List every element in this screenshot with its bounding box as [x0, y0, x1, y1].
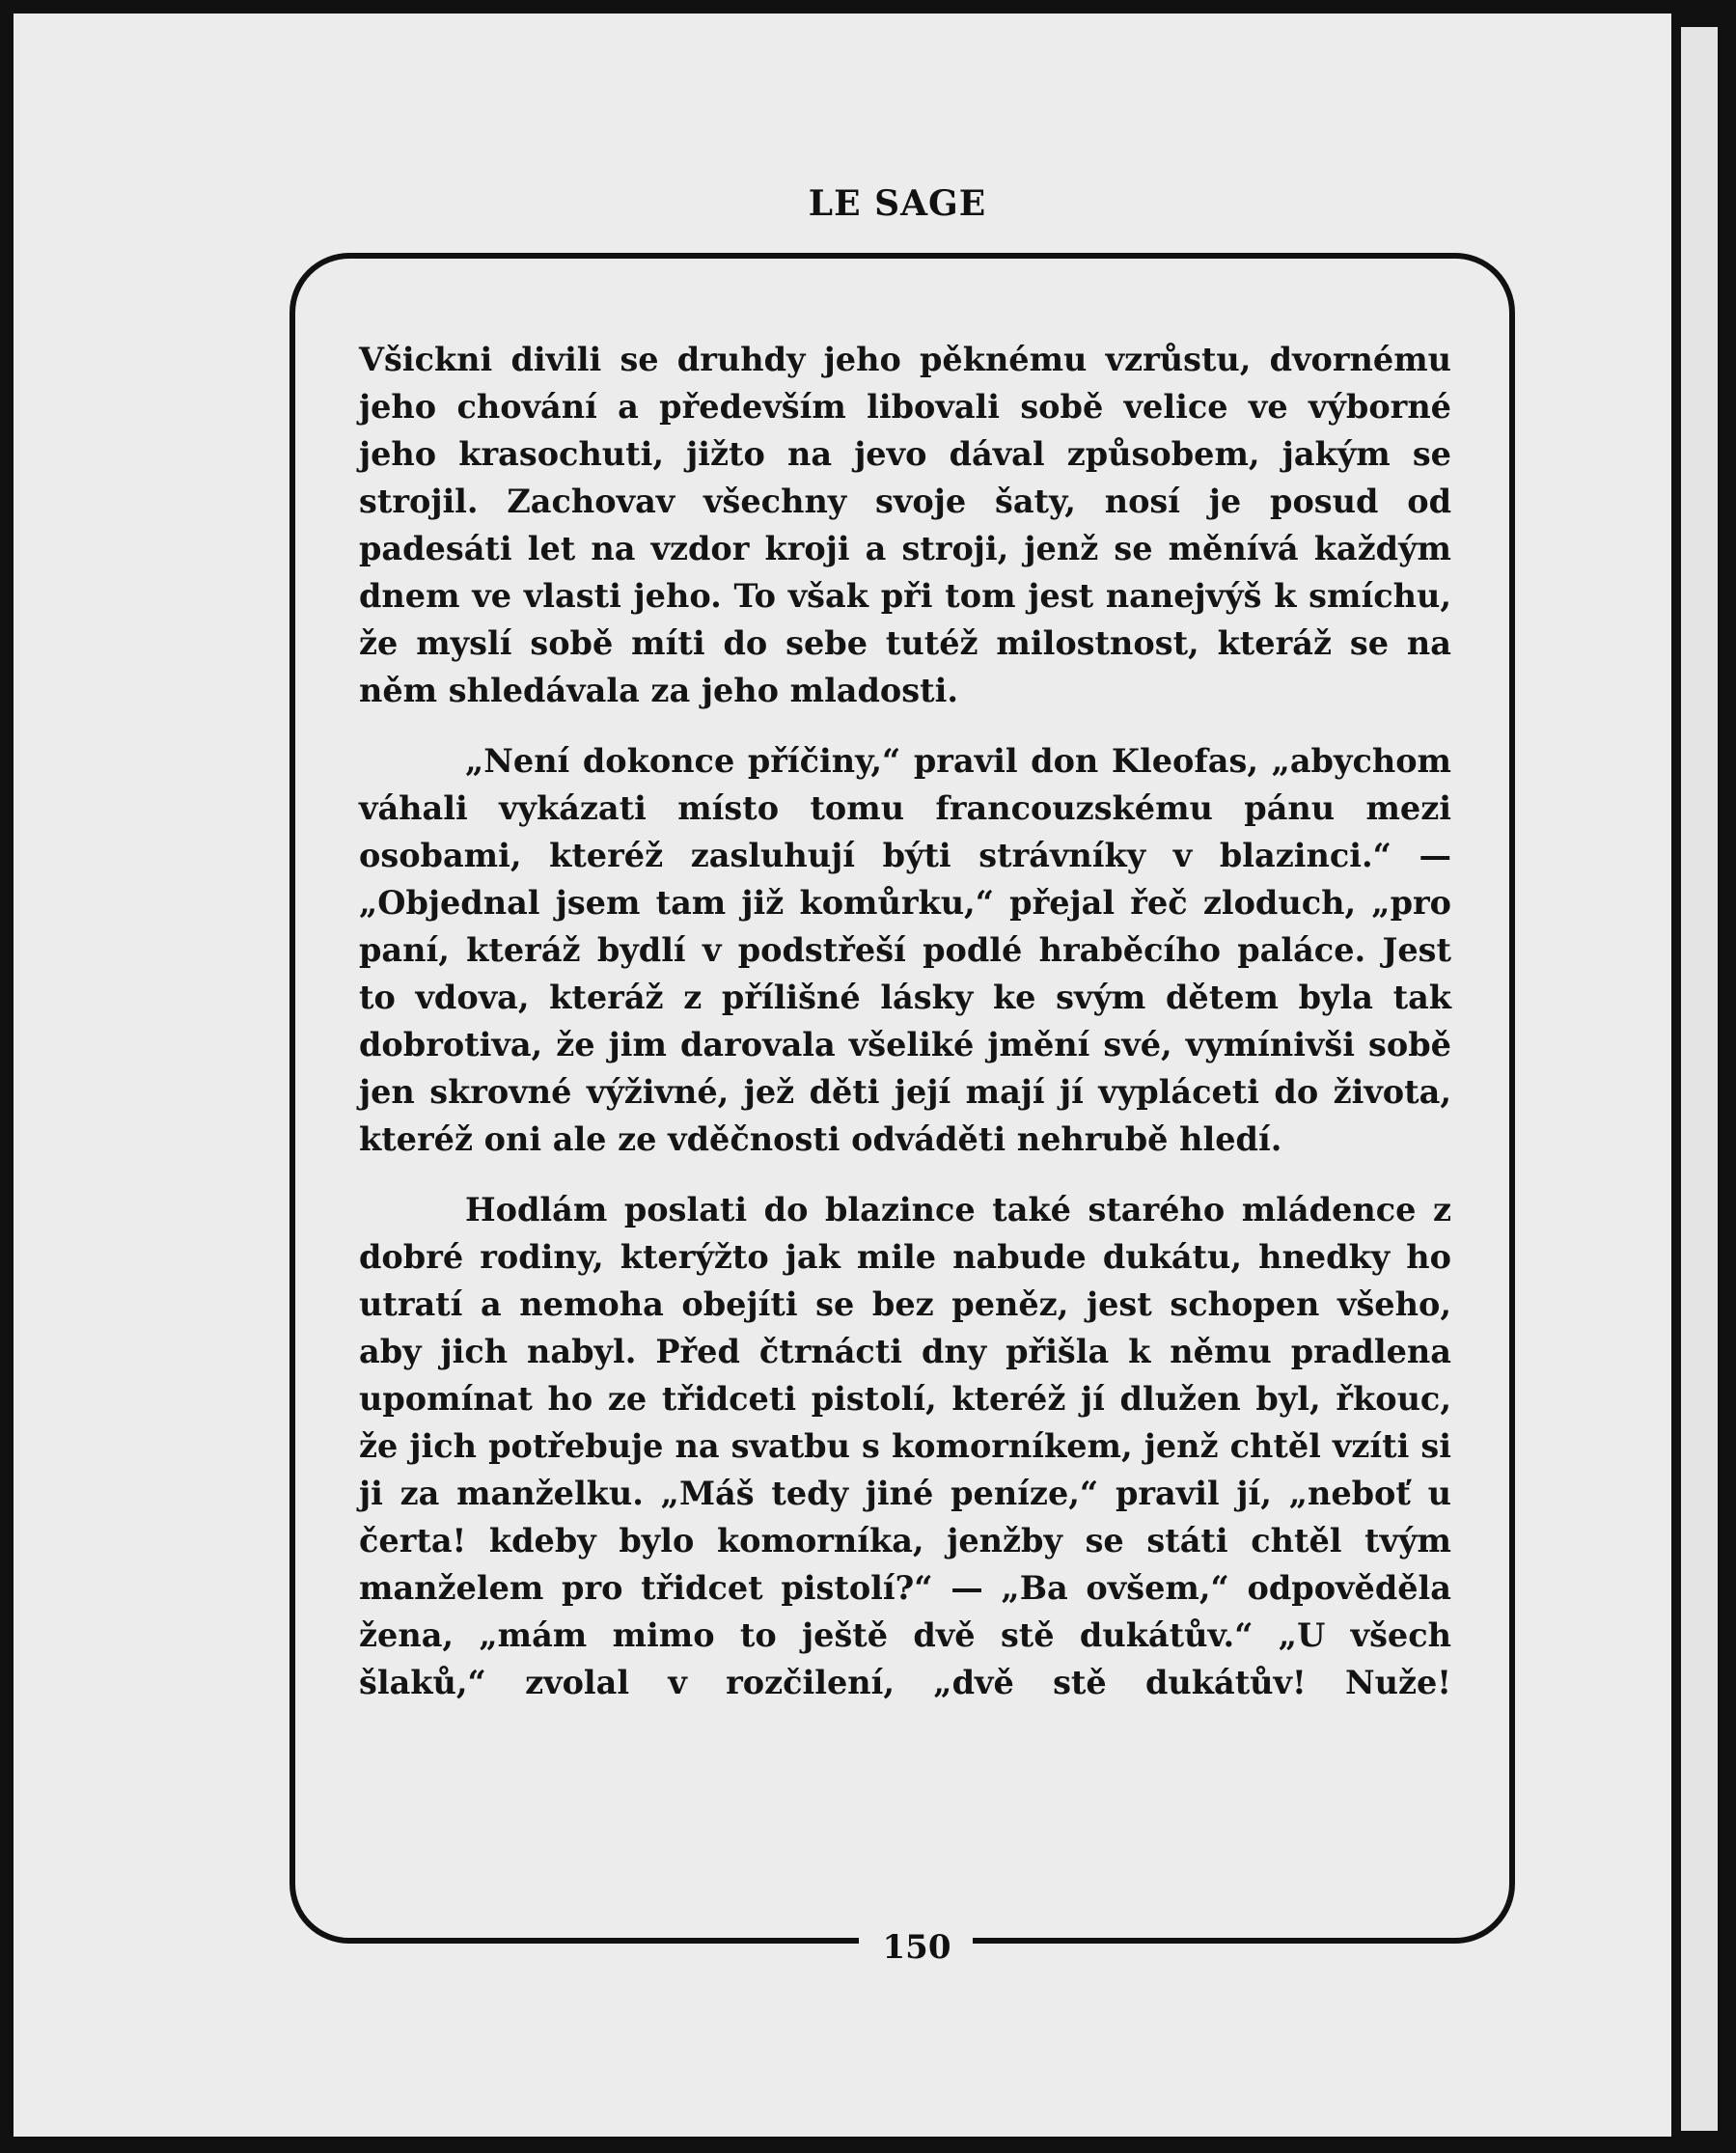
- running-header: LE SAGE: [808, 183, 987, 224]
- paragraph-3: Hodlám poslati do blazince také starého mládence z dobré rodiny, kterýžto jak mile nabude dukátu, hnedky ho utratí a nemoha obejíti se bez peněz, jest schopen všeho, aby jich nabyl. Před čtrnácti dny přišla k němu pradlena upomínat ho ze třidceti pistolí, kteréž jí dlužen byl, řkouc, že jich potřebuje na svatbu s komorníkem, jenž chtěl vzíti si ji za manželku. „Máš tedy jiné peníze,“ pravil jí, „neboť u čerta! kdeby bylo komorníka, jenžby se státi chtěl tvým manželem pro třidcet pistolí?“ — „Ba ovšem,“ odpověděla žena, „mám mimo to ještě dvě stě dukátův.“ „U všech šlaků,“ zvolal v rozčilení, „dvě stě dukátův! Nuže!: [359, 1191, 1451, 1701]
- page-number: 150: [882, 1928, 951, 1967]
- facing-page-edge: [1681, 27, 1718, 2131]
- body-text: [359, 336, 1451, 1706]
- paragraph-1: Všickni divili se druhdy jeho pěknému vzrůstu, dvornému jeho chování a především libovali sobě velice ve výborné jeho krasochuti, jižto na jevo dával způsobem, jakým se strojil. Zachovav všechny svoje šaty, nosí je posud od padesáti let na vzdor kroji a stroji, jenž se měnívá každým dnem ve vlasti jeho. To však při tom jest nanejvýš k smíchu, že myslí sobě míti do sebe tutéž milostnost, kteráž se na něm shledávala za jeho mladosti.: [359, 341, 1451, 709]
- paragraph-2: „Není dokonce příčiny,“ pravil don Kleofas, „abychom váhali vykázati místo tomu francouzskému pánu mezi osobami, kteréž zasluhují býti strávníky v blazinci.“ — „Objednal jsem tam již komůrku,“ přejal řeč zloduch, „pro paní, kteráž bydlí v podstřeší podlé hraběcího paláce. Jest to vdova, kteráž z přílišné lásky ke svým dětem byla tak dobrotiva, že jim darovala všeliké jmění své, vymínivši sobě jen skrovné výživné, jež děti její mají jí vypláceti do života, kteréž oni ale ze vděčnosti odváděti nehrubě hledí.: [359, 742, 1451, 1158]
